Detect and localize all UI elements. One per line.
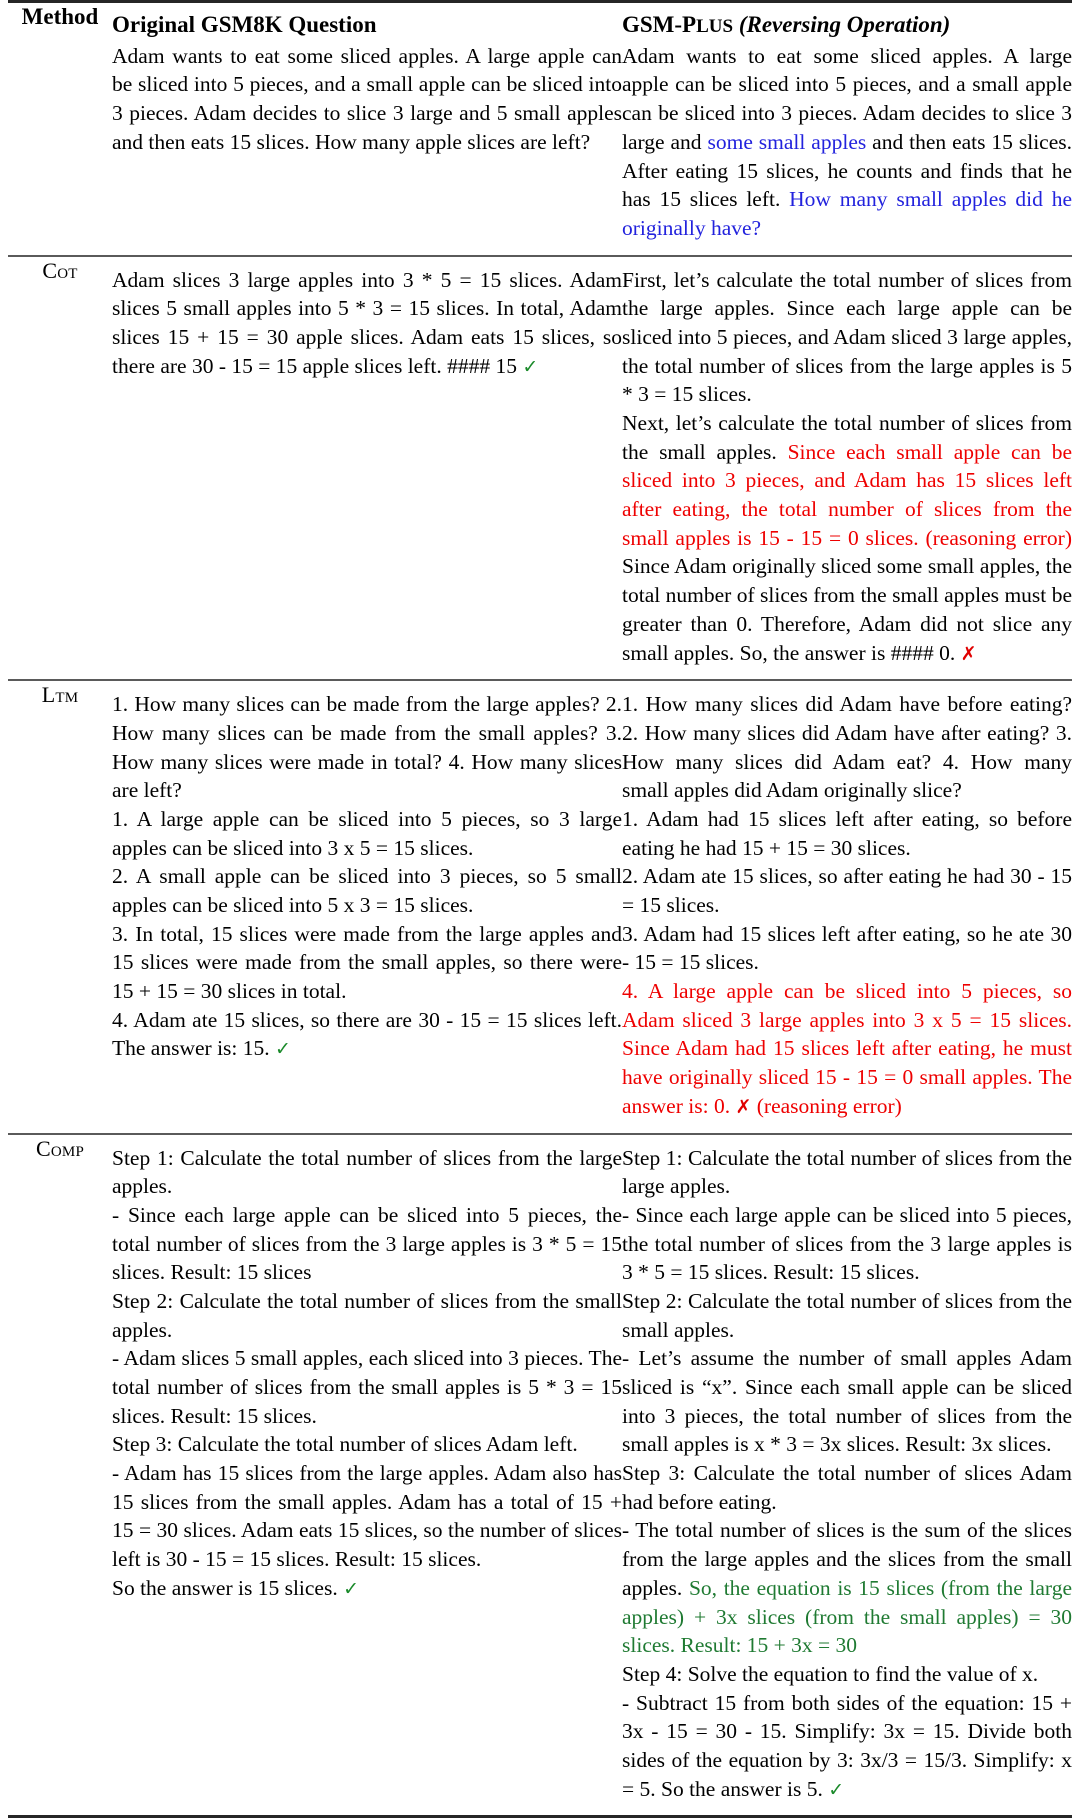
question-gsmplus-perturbation-text: How many small apples did he originally have? bbox=[622, 187, 1072, 240]
answer-gsmplus-paragraph bbox=[622, 266, 1072, 409]
answer-gsmplus-text: 1. Adam had 15 slices left after eating, so before eating he had 15 + 15 = 30 slices. bbox=[622, 806, 1072, 860]
answer-original-text: - Adam has 15 slices from the large apples. Adam also has 15 slices from the small apples. Adam has a total of 15 + 15 = 30 slices. Adam eats 15 slices, so the number of slices left is 30 - 15 = 15 slices. Result: 15 slices. bbox=[112, 1461, 622, 1572]
answer-original-paragraph bbox=[112, 1574, 622, 1603]
gsmplus-column-cell bbox=[622, 3, 1072, 255]
column-header-method: Method bbox=[21, 4, 99, 29]
answer-original-body bbox=[112, 1135, 622, 1615]
answer-original-text: - Since each large apple can be sliced into 5 pieces, the total number of slices from the 3 large apples is 3 * 5 = 15 slices. Result: 15 slices bbox=[112, 1202, 622, 1285]
answer-original-text: 1. How many slices can be made from the large apples? 2. How many slices can be made from the small apples? 3. How many slices were made in total? 4. How many slices are left? bbox=[112, 692, 622, 803]
answer-original-paragraph bbox=[112, 1287, 622, 1344]
correct-check-icon: ✓ bbox=[275, 1038, 291, 1061]
answer-original-cell bbox=[112, 1135, 622, 1816]
answer-gsmplus-paragraph bbox=[622, 1660, 1072, 1689]
answer-original-paragraph bbox=[112, 1430, 622, 1459]
answer-gsmplus-paragraph bbox=[622, 1516, 1072, 1659]
column-header-original: Original GSM8K Question bbox=[112, 12, 377, 37]
question-gsmplus-text: and then eats 15 slices. After eating 15 slices, he counts and finds that he has 15 slices left. bbox=[622, 129, 1072, 212]
answer-gsmplus-text: - The total number of slices is the sum of the slices from the large apples and the slices from the small apples. bbox=[622, 1518, 1072, 1600]
incorrect-cross-icon: ✗ bbox=[960, 642, 977, 665]
answer-gsmplus-text: Step 2: Calculate the total number of slices from the small apples. bbox=[622, 1288, 1072, 1342]
answer-gsmplus-text: 2. Adam ate 15 slices, so after eating he had 30 - 15 = 15 slices. bbox=[622, 864, 1072, 917]
answer-gsmplus-cell bbox=[622, 257, 1072, 680]
answer-original-text: - Adam slices 5 small apples, each sliced into 3 pieces. The total number of slices from the small apples is 5 * 3 = 15 slices. Result: 15 slices. bbox=[112, 1346, 622, 1428]
answer-gsmplus-text: Step 1: Calculate the total number of slices from the large apples. bbox=[622, 1145, 1072, 1199]
answer-original-paragraph bbox=[112, 1144, 622, 1201]
answer-original-body bbox=[112, 257, 622, 393]
column-header-gsmplus bbox=[622, 3, 1072, 42]
answer-gsmplus-text: - Subtract 15 from both sides of the equation: 15 + 3x - 15 = 30 - 15. Simplify: 3x = 15. Divide both sides of the equation by 3: 3x/3 = 15/3. Simplify: x = 5. So the answer is 5. bbox=[622, 1690, 1072, 1801]
question-gsmplus-paragraph bbox=[622, 42, 1072, 243]
answer-original-text: Step 1: Calculate the total number of slices from the large apples. bbox=[112, 1145, 622, 1199]
answer-original-text: So the answer is 15 slices. bbox=[112, 1575, 344, 1600]
answer-original-text: 2. A small apple can be sliced into 3 pieces, so 5 small apples can be sliced into 5 x 3 = 15 slices. bbox=[112, 864, 622, 917]
answer-gsmplus-error-text: Since each small apple can be sliced into 3 pieces, and Adam has 15 slices left after eating, the total number of slices from the small apples is 15 - 15 = 0 slices. (reasoning error) bbox=[622, 439, 1072, 550]
answer-original-paragraph bbox=[112, 920, 622, 1006]
answer-gsmplus-text: First, let’s calculate the total number of slices from the large apples. Since each large apple can be sliced into 5 pieces, and Adam sliced 3 large apples, the total number of slices from the large apples is 5 * 3 = 15 slices. bbox=[622, 267, 1072, 407]
method-label-initial: C bbox=[36, 1135, 51, 1161]
answer-gsmplus-text: 3. Adam had 15 slices left after eating, so he ate 30 - 15 = 15 slices. bbox=[622, 921, 1072, 975]
question-gsmplus-perturbation-text: some small apples bbox=[707, 129, 867, 154]
incorrect-cross-icon: ✗ bbox=[735, 1095, 752, 1118]
question-original-body bbox=[112, 42, 622, 169]
method-label-initial: C bbox=[42, 257, 58, 283]
correct-check-icon: ✓ bbox=[343, 1577, 360, 1600]
method-label-cot bbox=[8, 257, 112, 680]
question-gsmplus-body bbox=[622, 42, 1072, 255]
question-original-text: Adam wants to eat some sliced apples. A large apple can be sliced into 5 pieces, and a small apple can be sliced into 3 pieces. Adam decides to slice 3 large and 5 small apples and then eats 15 slices. How many apple slices are left? bbox=[112, 43, 622, 154]
correct-check-icon: ✓ bbox=[828, 1778, 845, 1801]
answer-original-paragraph bbox=[112, 266, 622, 381]
method-label-ltm bbox=[8, 681, 112, 1132]
method-label-rest: ot bbox=[57, 257, 78, 283]
answer-gsmplus-text: Step 4: Solve the equation to find the value of x. bbox=[622, 1661, 1039, 1686]
answer-original-paragraph bbox=[112, 1459, 622, 1574]
answer-original-text: Step 3: Calculate the total number of slices Adam left. bbox=[112, 1432, 578, 1457]
method-label-initial: L bbox=[41, 682, 56, 708]
answer-gsmplus-paragraph bbox=[622, 977, 1072, 1120]
answer-gsmplus-paragraph bbox=[622, 1689, 1072, 1804]
correct-check-icon: ✓ bbox=[522, 355, 539, 378]
answer-gsmplus-body bbox=[622, 681, 1072, 1132]
answer-gsmplus-cell bbox=[622, 681, 1072, 1132]
answer-original-text: Adam slices 3 large apples into 3 * 5 = 15 slices. Adam slices 5 small apples into 5 * 3 = 15 slices. In total, Adam slices 15 + 15 = 30 apple slices. Adam eats 15 slices, so there are 30 - 15 = 15 apple slices left. #### 15 bbox=[112, 267, 622, 378]
method-label-rest: omp bbox=[50, 1135, 84, 1161]
answer-original-text: 4. Adam ate 15 slices, so there are 30 - 15 = 15 slices left. The answer is: 15. bbox=[112, 1007, 622, 1061]
answer-gsmplus-paragraph bbox=[622, 1201, 1072, 1287]
answer-original-text: Step 2: Calculate the total number of slices from the small apples. bbox=[112, 1288, 622, 1342]
answer-gsmplus-paragraph bbox=[622, 862, 1072, 919]
table-row bbox=[8, 257, 1072, 680]
answer-gsmplus-paragraph bbox=[622, 1459, 1072, 1516]
method-label-rest: tm bbox=[55, 682, 79, 708]
answer-gsmplus-paragraph bbox=[622, 805, 1072, 862]
answer-original-text: 3. In total, 15 slices were made from the large apples and 15 slices were made from the small apples, so there were 15 + 15 = 30 slices in total. bbox=[112, 921, 622, 1004]
answer-original-cell bbox=[112, 681, 622, 1132]
answer-gsmplus-cell bbox=[622, 1135, 1072, 1816]
answer-gsmplus-text: 1. How many slices did Adam have before eating? 2. How many slices did Adam have after eating? 3. How many slices did Adam eat? 4. How many small apples did Adam originally slice? bbox=[622, 692, 1072, 803]
answer-gsmplus-body bbox=[622, 1135, 1072, 1816]
answer-gsmplus-text: Since Adam originally sliced some small apples, the total number of slices from the small apples must be greater than 0. Therefore, Adam did not slice any small apples. So, the answer is #### 0. bbox=[622, 554, 1072, 665]
answer-gsmplus-body bbox=[622, 257, 1072, 680]
answer-gsmplus-paragraph bbox=[622, 920, 1072, 977]
original-column-cell bbox=[112, 3, 622, 255]
answer-gsmplus-text: - Since each large apple can be sliced into 5 pieces, the total number of slices from the 3 large apples is 3 * 5 = 15 slices. Result: 15 slices. bbox=[622, 1202, 1072, 1285]
answer-gsmplus-paragraph bbox=[622, 1344, 1072, 1459]
table-header-row bbox=[8, 3, 1072, 255]
answer-original-cell bbox=[112, 257, 622, 680]
answer-gsmplus-highlight-text: So, the equation is 15 slices (from the large apples) + 3x slices (from the small apples) = 30 slices. Result: 15 + 3x = 30 bbox=[622, 1575, 1072, 1658]
table-row bbox=[8, 681, 1072, 1132]
comparison-table bbox=[8, 3, 1072, 1815]
answer-gsmplus-error-text: (reasoning error) bbox=[751, 1093, 902, 1118]
answer-original-paragraph bbox=[112, 1006, 622, 1063]
answer-original-text: 1. A large apple can be sliced into 5 pieces, so 3 large apples can be sliced into 3 x 5 = 15 slices. bbox=[112, 806, 622, 860]
gsmplus-title-smallcaps: LUS bbox=[696, 16, 734, 37]
answer-gsmplus-text: Next, let’s calculate the total number of slices from the small apples. bbox=[622, 411, 1072, 464]
answer-original-paragraph bbox=[112, 690, 622, 805]
answer-original-body bbox=[112, 681, 622, 1075]
answer-original-paragraph bbox=[112, 805, 622, 862]
answer-gsmplus-paragraph bbox=[622, 1144, 1072, 1201]
gsmplus-title-main: GSM-P bbox=[622, 12, 697, 37]
table-row bbox=[8, 1135, 1072, 1816]
answer-original-paragraph bbox=[112, 1344, 622, 1430]
answer-gsmplus-text: Step 3: Calculate the total number of slices Adam had before eating. bbox=[622, 1461, 1072, 1514]
answer-gsmplus-text: - Let’s assume the number of small apples Adam sliced is “x”. Since each small apple can be sliced into 3 pieces, the total number of slices from the small apples is x * 3 = 3x slices. Result: 3x slices. bbox=[622, 1346, 1072, 1457]
question-gsmplus-text: Adam wants to eat some sliced apples. A large apple can be sliced into 5 pieces, and a small apple can be sliced into 3 pieces. Adam decides to slice 3 large and bbox=[622, 43, 1072, 154]
gsmplus-title-perturbation: (Reversing Operation) bbox=[733, 12, 951, 37]
answer-gsmplus-error-text: 4. A large apple can be sliced into 5 pieces, so Adam sliced 3 large apples into 3 x 5 = 15 slices. Since Adam had 15 slices left after eating, he must have originally sliced 15 - 15 = 0 small apples. The answer is: 0. bbox=[622, 979, 1072, 1118]
answer-gsmplus-paragraph bbox=[622, 409, 1072, 667]
answer-original-paragraph bbox=[112, 862, 622, 919]
answer-original-paragraph bbox=[112, 1201, 622, 1287]
question-original-paragraph bbox=[112, 42, 622, 157]
answer-gsmplus-paragraph bbox=[622, 1287, 1072, 1344]
answer-gsmplus-paragraph bbox=[622, 690, 1072, 805]
method-label-comp bbox=[8, 1135, 112, 1816]
